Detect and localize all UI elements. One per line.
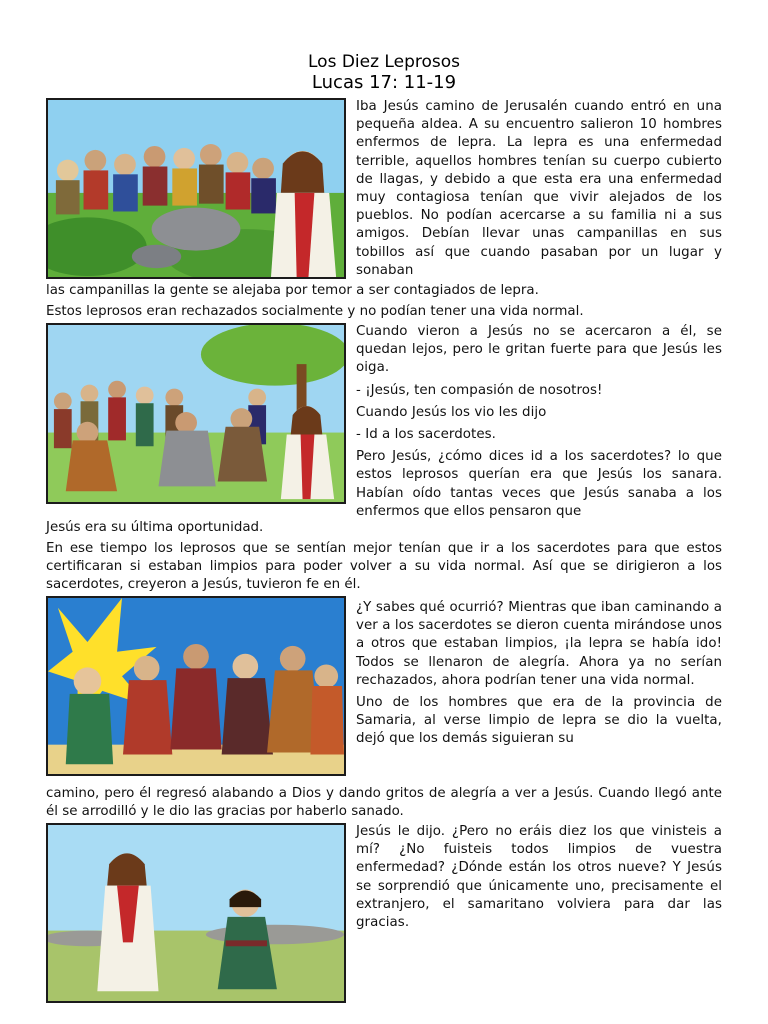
paragraph-healed: ¿Y sabes qué ocurrió? Mientras que iban caminando a ver a los sacerdotes se dieron cuenta mirándose unos a otros que estaban limpios, ¡la lepra se había ido! Todos se llenaron de alegría. Ahora ya no serían rechazados, ahora podrían tener una vida normal.: [356, 600, 722, 688]
illustration-lepers-kneeling: [46, 323, 346, 504]
text-column-2: [356, 323, 722, 521]
paragraph-samaritan-returns: Uno de los hombres que era de la provincia de Samaria, al verse limpio de lepra se dio la vuelta, dejó que los demás siguieran su: [356, 695, 722, 747]
paragraph-intro: Iba Jesús camino de Jerusalén cuando entró en una pequeña aldea. A su encuentro salieron 10 hombres enfermos de lepra. La lepra es una enfermedad terrible, aquellos hombres tenían su cuerpo cubierto de llagas, y debido a que esta era una enfermedad muy contagiosa tenían que vivir alejados de los pueblos. No podían acercarse a su familia ni a sus amigos. Debían llevar unas campanillas en sus tobillos así que cuando pasaban por un lugar y sonaban: [356, 99, 722, 278]
paragraph-priests-certify: En ese tiempo los leprosos que se sentían mejor tenían que ir a los sacerdotes para que estos certificaran si estaban limpios para poder volver a su vida normal. Así que se dirigieron a los sacerdotes, creyeron a Jesús, tuvieron fe en él.: [46, 541, 722, 593]
paragraph-last-chance: Jesús era su última oportunidad.: [46, 520, 264, 535]
paragraph-intro-continued: las campanillas la gente se alejaba por temor a ser contagiados de lepra.: [46, 283, 539, 298]
scene2-art: [48, 325, 344, 502]
scene4-art: [48, 825, 344, 1001]
illustration-lepers-gathered: [46, 98, 346, 279]
paragraph-jesus-saw: Cuando Jesús los vio les dijo: [356, 404, 547, 420]
paragraph-why-priests: Pero Jesús, ¿cómo dices id a los sacerdotes? lo que estos leprosos querían era que Jesús los sanara. Habían oído tantas veces que Jesús sanaba a los enfermos que ellos pensaron que: [356, 449, 722, 519]
paragraph-cry-compassion: - ¡Jesús, ten compasión de nosotros!: [356, 382, 603, 398]
paragraph-jesus-asks: Jesús le dijo. ¿Pero no eráis diez los que vinisteis a mí? ¿No fuisteis todos limpios de vuestra enfermedad? ¿Dónde están los otros nueve? Y Jesús se sorprendió que únicamente uno, precisamente el extranjero, el samaritano volviera para dar las gracias.: [356, 824, 722, 931]
illustration-samaritan-thanks: [46, 823, 346, 1003]
scene3-art: [48, 598, 344, 774]
paragraph-lepers-call: Cuando vieron a Jesús no se acercaron a él, se quedan lejos, pero le gritan fuerte para que Jesús les oiga.: [356, 324, 722, 376]
paragraph-samaritan-continued: camino, pero él regresó alabando a Dios y dando gritos de alegría a ver a Jesús. Cuando llegó ante él se arrodilló y le dio las gracias por haberlo sanado.: [46, 786, 722, 820]
text-column-3: [356, 599, 722, 749]
page-title: Los Diez Leprosos: [308, 52, 460, 72]
scene1-art: [48, 100, 344, 277]
bible-reference: Lucas 17: 11-19: [311, 72, 457, 93]
illustration-lepers-healed: [46, 596, 346, 776]
paragraph-rejected: Estos leprosos eran rechazados socialmente y no podían tener una vida normal.: [46, 304, 584, 319]
paragraph-go-priests: - Id a los sacerdotes.: [356, 427, 496, 443]
